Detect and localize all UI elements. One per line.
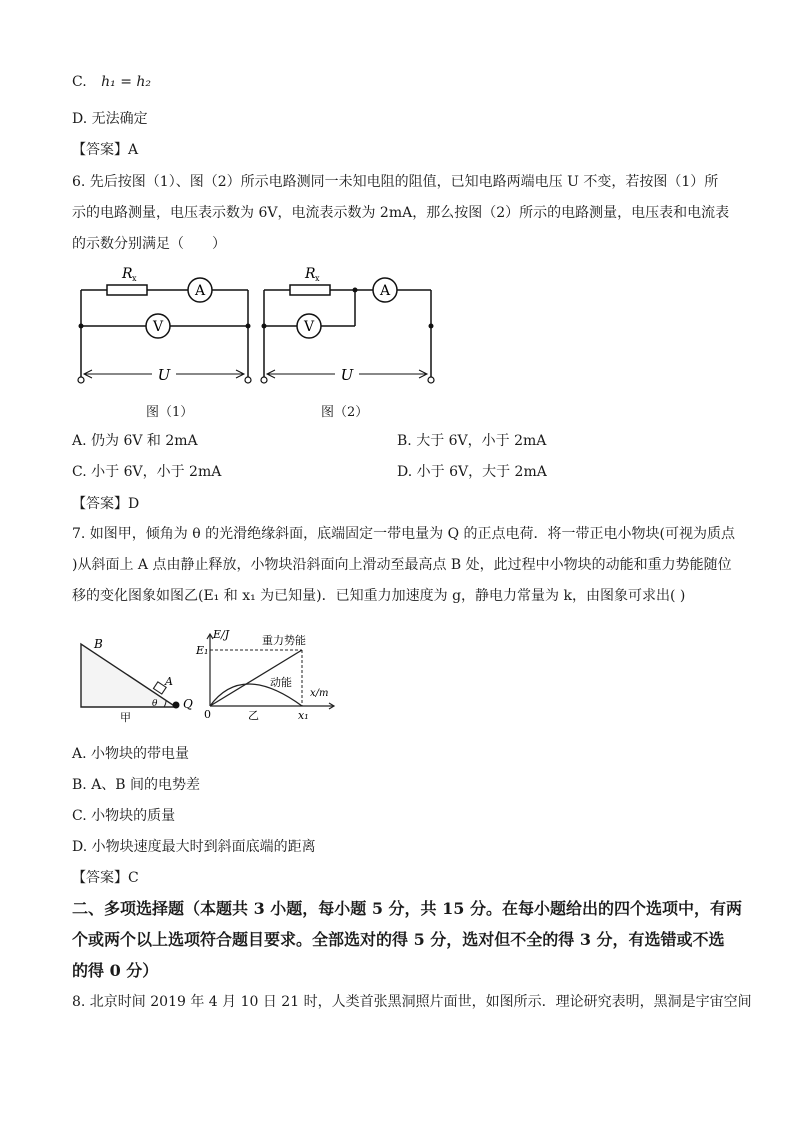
circuit-figure-1-caption: 图（1） xyxy=(146,405,194,420)
q8-stem-line1: 8. 北京时间 2019 年 4 月 10 日 21 时，人类首张黑洞照片面世，如图所示．理论研究表明，黑洞是宇宙空间 xyxy=(72,994,752,1010)
svg-text:乙: 乙 xyxy=(248,709,259,722)
resistor-label: R xyxy=(122,266,133,282)
q6-stem-line1: 6. 先后按图（1）、图（2）所示电路测同一未知电阻的阻值，已知电路两端电压 U 不变，若按图（1）所 xyxy=(72,174,719,190)
q7-stem-line1: 7. 如图甲，倾角为 θ 的光滑绝缘斜面，底端固定一带电量为 Q 的正点电荷．将一带正电小物块(可视为质点 xyxy=(72,526,735,542)
voltmeter-icon: V xyxy=(152,319,164,335)
voltage-label: U xyxy=(340,366,354,384)
svg-text:x/m: x/m xyxy=(310,688,329,699)
q6-option-c: C. 小于 6V，小于 2mA xyxy=(72,464,222,480)
q6-stem-line3: 的示数分别满足（ ） xyxy=(72,236,226,252)
resistor-subscript: x xyxy=(315,274,320,283)
resistor-label: R xyxy=(305,266,316,282)
q6-answer: 【答案】D xyxy=(72,496,140,512)
resistor-subscript: x xyxy=(132,274,137,283)
q6-stem-line2: 示的电路测量，电压表示数为 6V，电流表示数为 2mA，那么按图（2）所示的电路测量，电压表和电流表 xyxy=(72,205,730,221)
section-heading-line3: 的得 0 分） xyxy=(72,961,159,980)
q7-option-d: D. 小物块速度最大时到斜面底端的距离 xyxy=(72,839,316,855)
q7-stem-line2: )从斜面上 A 点由静止释放，小物块沿斜面向上滑动至最高点 B 处，此过程中小物块的动能和重力势能随位 xyxy=(72,557,732,573)
circuit-figure-1 xyxy=(72,260,257,390)
svg-text:重力势能: 重力势能 xyxy=(262,634,306,647)
ammeter-icon: A xyxy=(194,283,206,299)
q5-answer: 【答案】A xyxy=(72,142,139,158)
svg-text:甲: 甲 xyxy=(120,711,131,724)
svg-text:动能: 动能 xyxy=(270,676,292,689)
q5-option-c-formula: h₁ = h₂ xyxy=(101,74,152,90)
svg-text:0: 0 xyxy=(204,708,211,721)
q6-option-d: D. 小于 6V，大于 2mA xyxy=(397,464,547,480)
svg-text:A: A xyxy=(165,675,173,688)
q7-figure xyxy=(72,624,338,724)
q7-stem-line3: 移的变化图象如图乙(E₁ 和 x₁ 为已知量)．已知重力加速度为 g，静电力常量为 k，由图象可求出( ) xyxy=(72,588,686,604)
voltmeter-icon: V xyxy=(303,319,315,335)
q6-option-a: A. 仍为 6V 和 2mA xyxy=(72,433,198,449)
q7-option-b: B. A、B 间的电势差 xyxy=(72,777,201,793)
q5-option-c: C. h₁ = h₂ xyxy=(72,74,152,90)
q7-answer: 【答案】C xyxy=(72,870,139,886)
section-heading-line1: 二、多项选择题（本题共 3 小题，每小题 5 分，共 15 分。在每小题给出的四个选项中，有两 xyxy=(72,899,742,918)
voltage-label: U xyxy=(157,366,171,384)
svg-text:x₁: x₁ xyxy=(298,709,309,722)
ammeter-icon: A xyxy=(379,283,391,299)
svg-text:Q: Q xyxy=(183,697,193,711)
circuit-figure-2-caption: 图（2） xyxy=(321,405,369,420)
q7-option-c: C. 小物块的质量 xyxy=(72,808,176,824)
svg-text:E/J: E/J xyxy=(213,628,230,641)
q7-option-a: A. 小物块的带电量 xyxy=(72,746,190,762)
q6-option-b: B. 大于 6V，小于 2mA xyxy=(397,433,547,449)
svg-text:B: B xyxy=(94,637,103,651)
svg-text:E₁: E₁ xyxy=(196,644,209,657)
section-heading-line2: 个或两个以上选项符合题目要求。全部选对的得 5 分，选对但不全的得 3 分，有选错或不选 xyxy=(72,930,725,949)
circuit-figure-2 xyxy=(255,260,445,390)
svg-text:θ: θ xyxy=(152,699,158,709)
q5-option-d: D. 无法确定 xyxy=(72,111,148,127)
